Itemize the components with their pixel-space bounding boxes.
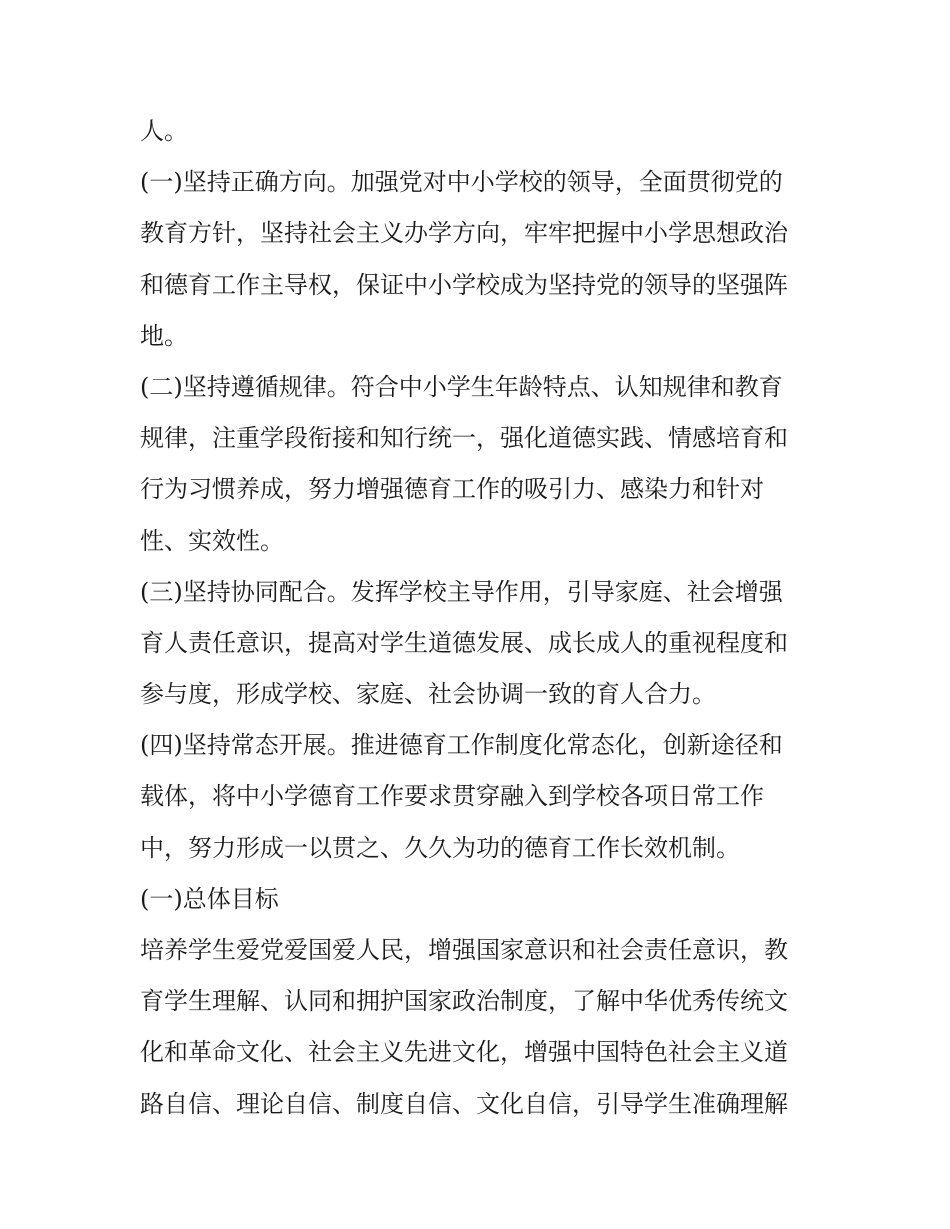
text-line: 教育方针，坚持社会主义办学方向，牢牢把握中小学思想政治 (140, 219, 788, 248)
text-line: (二)坚持遵循规律。符合中小学生年龄特点、认知规律和教育 (140, 372, 783, 401)
text-line: 参与度，形成学校、家庭、社会协调一致的育人合力。 (140, 680, 716, 709)
text-line: 化和革命文化、社会主义先进文化，增强中国特色社会主义道 (140, 1038, 788, 1067)
text-line: (四)坚持常态开展。推进德育工作制度化常态化，创新途径和 (140, 731, 783, 760)
text-line: (一)坚持正确方向。加强党对中小学校的领导，全面贯彻党的 (140, 168, 783, 197)
text-line: 培养学生爱党爱国爱人民，增强国家意识和社会责任意识，教 (140, 936, 788, 964)
text-line: 和德育工作主导权，保证中小学校成为坚持党的领导的坚强阵 (140, 270, 788, 299)
section-heading: (一)总体目标 (140, 884, 279, 913)
text-line: 性、实效性。 (140, 526, 284, 555)
text-line: 地。 (140, 321, 188, 350)
document-body (140, 106, 820, 1130)
text-line: 育人责任意识，提高对学生道德发展、成长成人的重视程度和 (140, 628, 788, 657)
text-line: 中，努力形成一以贯之、久久为功的德育工作长效机制。 (140, 833, 740, 862)
text-line: (三)坚持协同配合。发挥学校主导作用，引导家庭、社会增强 (140, 577, 783, 606)
text-line: 载体，将中小学德育工作要求贯穿融入到学校各项日常工作 (140, 782, 764, 811)
text-line: 育学生理解、认同和拥护国家政治制度，了解中华优秀传统文 (140, 987, 788, 1016)
text-line: 规律，注重学段衔接和知行统一，强化道德实践、情感培育和 (140, 424, 788, 453)
text-line: 人。 (140, 117, 188, 145)
text-line: 行为习惯养成，努力增强德育工作的吸引力、感染力和针对 (140, 475, 764, 504)
text-line: 路自信、理论自信、制度自信、文化自信，引导学生准确理解 (140, 1089, 788, 1118)
